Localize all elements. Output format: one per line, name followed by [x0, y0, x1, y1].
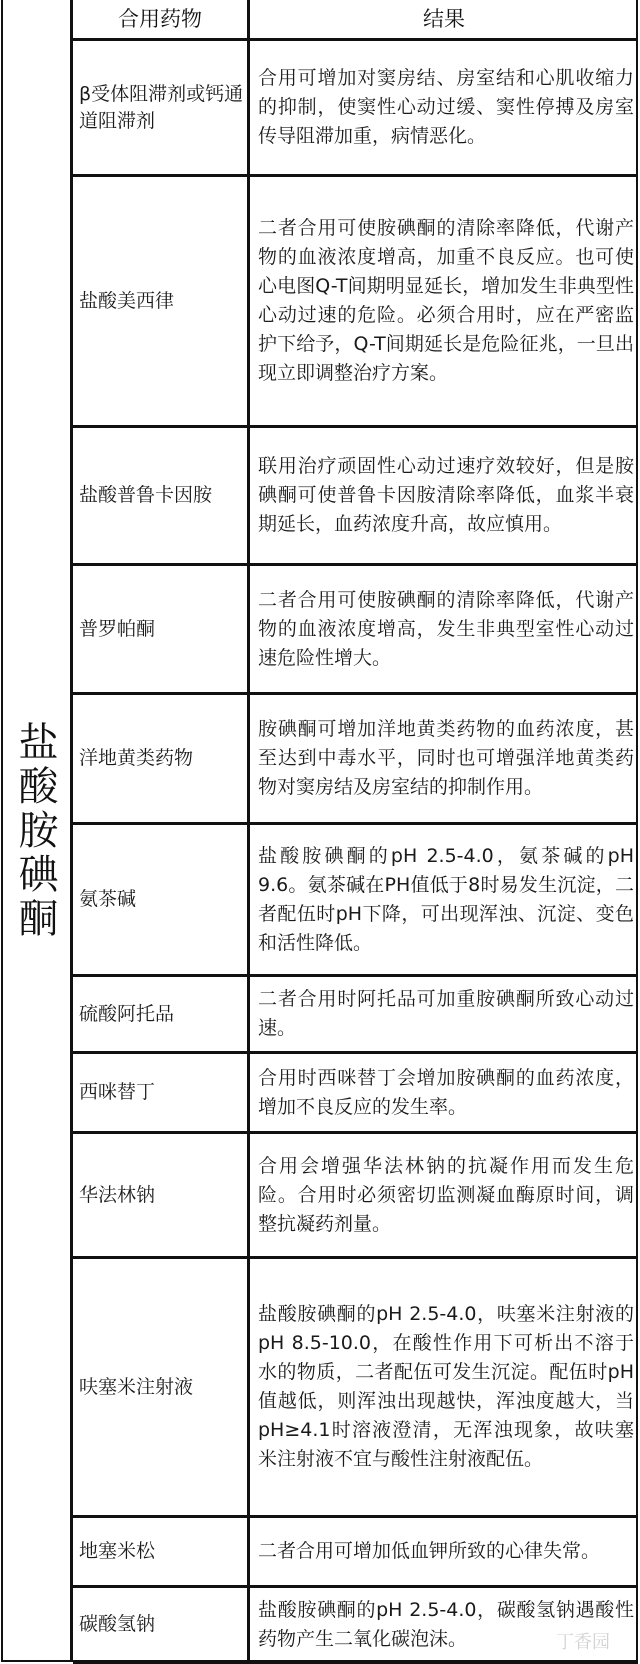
row-result: 胺碘酮可增加洋地黄类药物的血药浓度，甚至达到中毒水平，同时也可增强洋地黄类药物对窦房结及房室结的抑制作用。 [258, 718, 634, 798]
row-result: 盐酸胺碘酮的pH 2.5-4.0，碳酸氢钠遇酸性药物产生二氧化碳泡沫。 [258, 1598, 634, 1650]
table-row [73, 428, 638, 566]
table-row [73, 977, 638, 1054]
table-row [73, 695, 638, 825]
header-result: 结果 [423, 6, 465, 31]
row-drug: β受体阻滞剂或钙通道阻滞剂 [73, 41, 250, 174]
row-result: 盐酸胺碘酮的pH 2.5-4.0，氨茶碱的pH 9.6。氨茶碱在PH值低于8时易发生沉淀，二者配伍时pH下降，可出现浑浊、沉淀、变色和活性降低。 [258, 844, 634, 954]
row-result: 合用时西咪替丁会增加胺碘酮的血药浓度，增加不良反应的发生率。 [258, 1066, 634, 1118]
row-drug: 地塞米松 [73, 1518, 250, 1585]
row-result: 联用治疗顽固性心动过速疗效较好，但是胺碘酮可使普鲁卡因胺清除率降低，血浆半衰期延长，血药浓度升高，故应慎用。 [258, 455, 634, 535]
row-drug: 盐酸普鲁卡因胺 [73, 428, 250, 563]
table-row [73, 1054, 638, 1134]
table-row [73, 177, 638, 428]
row-result: 盐酸胺碘酮的pH 2.5-4.0，呋塞米注射液的pH 8.5-10.0，在酸性作用下可析出不溶于水的物质，二者配伍可发生沉淀。配伍时pH值越低，则浑浊出现越快，浑浊度越大，当pH≥4.1时溶液澄清，无浑浊现象，故呋塞米注射液不宜与酸性注射液配伍。 [258, 1303, 634, 1470]
table-row [73, 1518, 638, 1588]
row-drug: 盐酸美西律 [73, 177, 250, 425]
row-result: 二者合用可使胺碘酮的清除率降低，代谢产物的血液浓度增高，加重不良反应。也可使心电图Q-T间期明显延长，增加发生非典型性心动过速的危险。必须合用时，应在严密监护下给予，Q-T间期延长是危险征兆，一旦出现立即调整治疗方案。 [258, 217, 634, 384]
table-row [73, 41, 638, 177]
table-row [73, 1588, 638, 1664]
row-drug: 氨茶碱 [73, 825, 250, 974]
table-row [73, 1259, 638, 1518]
row-drug: 硫酸阿托品 [73, 977, 250, 1051]
row-result: 二者合用可增加低血钾所致的心律失常。 [258, 1540, 601, 1562]
row-result: 二者合用时阿托品可加重胺碘酮所致心动过速。 [258, 988, 634, 1039]
row-drug: 洋地黄类药物 [73, 695, 250, 822]
row-drug: 呋塞米注射液 [73, 1259, 250, 1515]
row-drug: 华法林钠 [73, 1134, 250, 1256]
row-result: 合用会增强华法林钠的抗凝作用而发生危险。合用时必须密切监测凝血酶原时间，调整抗凝药剂量。 [258, 1154, 634, 1235]
table-header [73, 0, 638, 41]
row-drug: 碳酸氢钠 [73, 1588, 250, 1661]
row-drug: 普罗帕酮 [73, 566, 250, 692]
row-drug: 西咪替丁 [73, 1054, 250, 1131]
header-combined-drug: 合用药物 [73, 0, 250, 38]
table-row [73, 566, 638, 695]
drug-name-column [1, 0, 73, 1662]
row-result: 二者合用可使胺碘酮的清除率降低，代谢产物的血液浓度增高，发生非典型室性心动过速危险性增大。 [258, 588, 634, 669]
table-row [73, 825, 638, 977]
drug-name: 盐酸胺碘酮 [12, 721, 58, 941]
watermark: 丁香园 [556, 1632, 610, 1653]
row-result: 合用可增加对窦房结、房室结和心肌收缩力的抑制，使窦性心动过缓、窦性停搏及房室传导阻滞加重，病情恶化。 [258, 67, 634, 147]
table-row [73, 1134, 638, 1259]
